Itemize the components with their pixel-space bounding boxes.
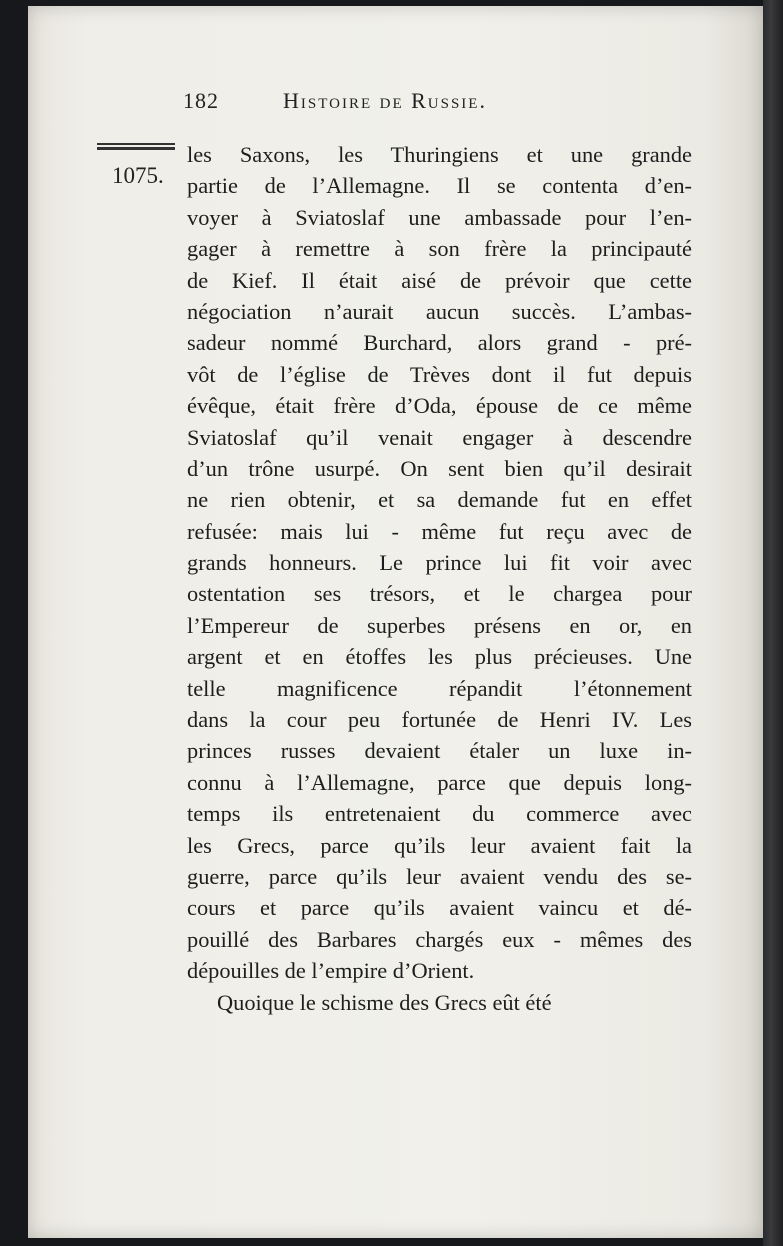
- page-number: 182: [183, 88, 219, 113]
- text-line: ostentation ses trésors, et le chargea pour: [187, 581, 692, 607]
- text-line: dans la cour peu fortunée de Henri IV. Les: [187, 707, 692, 733]
- text-line: l’Empereur de superbes présens en or, en: [187, 612, 692, 638]
- margin-year-note: 1075.: [112, 163, 164, 188]
- text-line: vôt de l’église de Trèves dont il fut depuis: [187, 361, 692, 387]
- body-text: [187, 139, 692, 1018]
- text-line: connu à l’Allemagne, parce que depuis long-: [187, 769, 692, 795]
- text-line: partie de l’Allemagne. Il se contenta d’en-: [187, 173, 692, 199]
- text-line: princes russes devaient étaler un luxe in-: [187, 738, 692, 764]
- text-line: pouillé des Barbares chargés eux - mêmes des: [187, 926, 692, 952]
- text-line: cours et parce qu’ils avaient vaincu et dé-: [187, 895, 692, 921]
- text-line: grands honneurs. Le prince lui fit voir avec: [187, 550, 692, 576]
- text-line: les Saxons, les Thuringiens et une grande: [187, 142, 692, 167]
- text-line: Sviatoslaf qu’il venait engager à descendre: [187, 424, 692, 450]
- text-line: de Kief. Il était aisé de prévoir que cette: [187, 267, 692, 293]
- text-line: évêque, était frère d’Oda, épouse de ce même: [187, 393, 692, 419]
- text-line: ne rien obtenir, et sa demande fut en effet: [187, 487, 692, 513]
- text-line: guerre, parce qu’ils leur avaient vendu des se-: [187, 863, 692, 889]
- text-line: voyer à Sviatoslaf une ambassade pour l’en-: [187, 204, 692, 230]
- text-line: sadeur nommé Burchard, alors grand - pré-: [187, 330, 692, 356]
- section-rule: [97, 143, 175, 150]
- running-title: Histoire de Russie.: [283, 88, 487, 113]
- text-line: telle magnificence répandit l’étonnement: [187, 675, 692, 701]
- text-line: temps ils entretenaient du commerce avec: [187, 801, 692, 827]
- text-line: argent et en étoffes les plus précieuses. Une: [187, 644, 692, 670]
- text-line: d’un trône usurpé. On sent bien qu’il desirait: [187, 455, 692, 481]
- text-line: gager à remettre à son frère la principauté: [187, 236, 692, 262]
- text-line: négociation n’aurait aucun succès. L’ambas-: [187, 298, 692, 324]
- book-gutter-edge: [763, 0, 783, 1246]
- paragraph-end-line: dépouilles de l’empire d’Orient.: [187, 958, 475, 984]
- paragraph-start-line: Quoique le schisme des Grecs eût été: [217, 989, 552, 1015]
- text-line: refusée: mais lui - même fut reçu avec de: [187, 518, 692, 544]
- text-line: les Grecs, parce qu’ils leur avaient fait la: [187, 832, 692, 858]
